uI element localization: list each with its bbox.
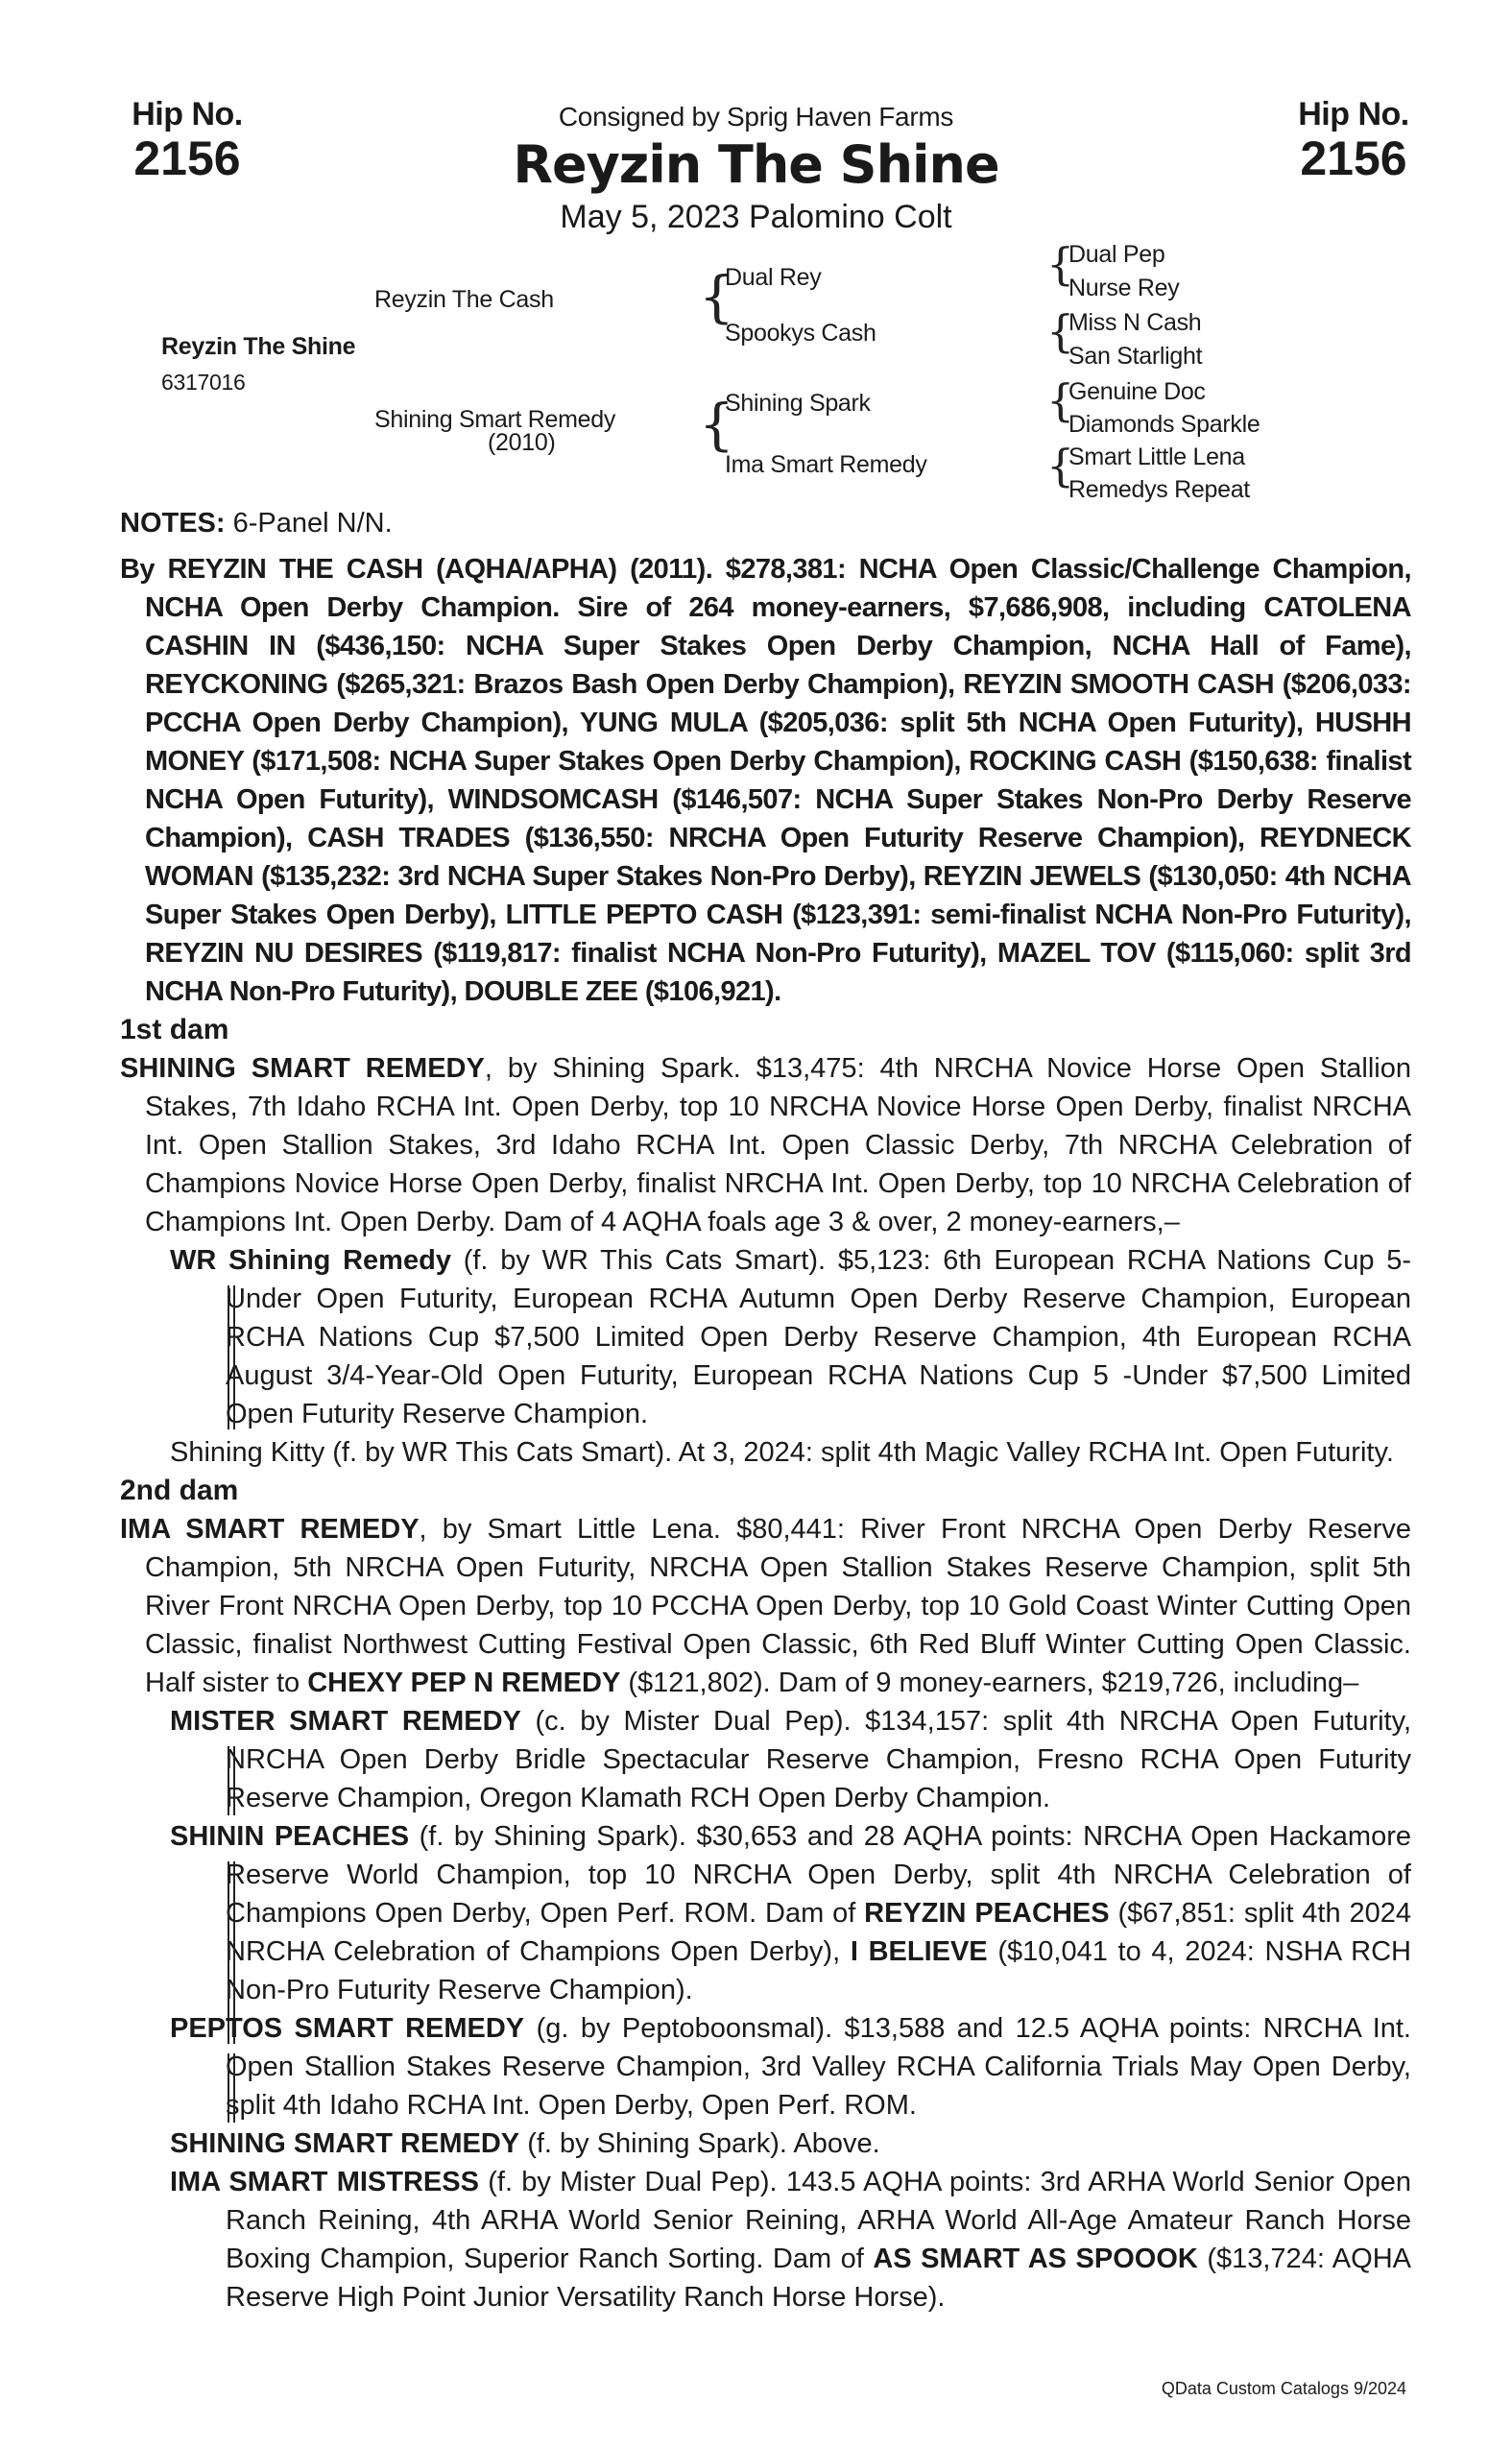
hip-number: 2156: [133, 132, 241, 185]
first-dam-produce-2: [170, 1433, 1411, 1472]
produce-name: IMA SMART MISTRESS: [170, 2167, 479, 2197]
footer-credit: QData Custom Catalogs 9/2024: [1161, 2379, 1406, 2398]
brace-g1: {: [1046, 238, 1075, 290]
grandproduce-text: ($10,041 to 4, 2024: NSHA RCH Non-Pro Futurity Reserve Champion).: [226, 1936, 1411, 2005]
first-dam-produce-1: [170, 1241, 1411, 1433]
produce-name: PEPTOS SMART REMEDY: [170, 2013, 525, 2044]
produce-name: Shining Kitty: [170, 1437, 325, 1468]
second-dam-name: IMA SMART REMEDY: [120, 1514, 420, 1545]
produce-bar: [228, 2053, 235, 2123]
produce-text: (f. by Shining Spark). $30,653 and 28 AQHA points: NRCHA Open Hackamore Reserve World Champion, top 10 NRCHA Open Derby, split 4th NRCHA Celebration of Champions Open Derby, Open Perf. ROM. Dam of: [226, 1821, 1411, 1929]
second-dam-paragraph: [120, 1510, 1411, 1702]
dam-sire: Shining Spark: [725, 390, 871, 417]
brace-g4: {: [1046, 440, 1075, 492]
first-dam-text: , by Shining Spark. $13,475: 4th NRCHA Novice Horse Open Stallion Stakes, 7th Idaho RCHA Int. Open Derby, top 10 NRCHA Novice Horse Open Derby, finalist NRCHA Int. Open Stallion Stakes, 3rd Idaho RCHA Int. Open Classic Derby, 7th NRCHA Celebration of Champions Novice Horse Open Derby, finalist NRCHA Int. Open Derby, top 10 NRCHA Celebration of Champions Int. Open Derby. Dam of 4 AQHA foals age 3 & over, 2 money-earners,–: [145, 1053, 1411, 1237]
notes-text: 6-Panel N/N.: [232, 508, 393, 539]
gg-6: Diamonds Sparkle: [1068, 411, 1260, 438]
notes: [120, 504, 1411, 542]
subject-reg-no: 6317016: [161, 370, 246, 395]
gg-2: Nurse Rey: [1068, 275, 1180, 301]
first-dam-heading: 1st dam: [120, 1014, 229, 1045]
notes-label: NOTES:: [120, 508, 226, 539]
gg-4: San Starlight: [1068, 343, 1203, 370]
birth-info: May 5, 2023 Palomino Colt: [560, 199, 952, 236]
second-dam-produce-4: [170, 2124, 1411, 2163]
produce-name: MISTER SMART REMEDY: [170, 1706, 521, 1737]
hip-label: Hip No.: [132, 96, 243, 132]
second-dam-heading: 2nd dam: [120, 1475, 239, 1506]
catalog-header: [0, 102, 1512, 236]
first-dam-paragraph: [120, 1049, 1411, 1241]
second-dam-produce-5: [170, 2163, 1411, 2316]
subject-name: Reyzin The Shine: [161, 333, 356, 360]
second-dam-produce-3: [170, 2009, 1411, 2124]
produce-bar: [228, 1285, 235, 1429]
first-dam-name: SHINING SMART REMEDY: [120, 1053, 485, 1084]
sire-sire: Dual Rey: [725, 264, 822, 291]
brace-g3: {: [1046, 374, 1075, 426]
sire-info: By REYZIN THE CASH (AQHA/APHA) (2011). $278,381: NCHA Open Classic/Challenge Champion, NCHA Open Derby Champion. Sire of 264 money-earners, $7,686,908, including CATOLENA CASHIN IN ($436,150: NCHA Super Stakes Open Derby Champion, NCHA Hall of Fame), REYCKONING ($265,321: Brazos Bash Open Derby Champion), REYZIN SMOOTH CASH ($206,033: PCCHA Open Derby Champion), YUNG MULA ($205,036: split 5th NCHA Open Futurity), HUSHH MONEY ($171,508: NCHA Super Stakes Open Derby Champion), ROCKING CASH ($150,638: finalist NCHA Open Futurity), WINDSOMCASH ($146,507: NCHA Super Stakes Non-Pro Derby Reserve Champion), CASH TRADES ($136,550: NRCHA Open Futurity Reserve Champion), REYDNECK WOMAN ($135,232: 3rd NCHA Super Stakes Non-Pro Derby), REYZIN JEWELS ($130,050: 4th NCHA Super Stakes Open Derby), LITTLE PEPTO CASH ($123,391: semi-finalist NCHA Non-Pro Futurity), REYZIN NU DESIRES ($119,817: finalist NCHA Non-Pro Futurity), MAZEL TOV ($115,060: split 3rd NCHA Non-Pro Futurity), DOUBLE ZEE ($106,921).: [120, 554, 1411, 1007]
sire-dam: Spookys Cash: [725, 320, 876, 347]
dam-name: Shining Smart Remedy: [374, 406, 616, 433]
produce-name: WR Shining Remedy: [170, 1245, 451, 1276]
brace-sire: {: [699, 264, 734, 329]
gg-1: Dual Pep: [1068, 241, 1165, 268]
produce-text: (f. by Shining Spark). Above.: [519, 2128, 880, 2159]
catalog-body: [120, 504, 1411, 2316]
grandproduce-name: AS SMART AS SPOOOK: [873, 2244, 1198, 2274]
half-sister-name: CHEXY PEP N REMEDY: [307, 1668, 621, 1698]
produce-name: SHINING SMART REMEDY: [170, 2128, 520, 2159]
second-dam-produce-2: [170, 1817, 1411, 2009]
gg-3: Miss N Cash: [1068, 309, 1202, 336]
produce-text: (g. by Peptoboonsmal). $13,588 and 12.5 AQHA points: NRCHA Int. Open Stallion Stakes Reserve Champion, 3rd Valley RCHA California Trials May Open Derby, split 4th Idaho RCHA Int. Open Derby, Open Perf. ROM.: [226, 2013, 1411, 2121]
gg-5: Genuine Doc: [1068, 378, 1206, 405]
produce-name: SHININ PEACHES: [170, 1821, 410, 1852]
produce-text: (f. by WR This Cats Smart). At 3, 2024: split 4th Magic Valley RCHA Int. Open Futurity.: [324, 1437, 1394, 1468]
grandproduce-text: ($13,724: AQHA Reserve High Point Junior Versatility Ranch Horse Horse).: [226, 2244, 1411, 2313]
gg-8: Remedys Repeat: [1068, 476, 1250, 503]
dam-year: (2010): [488, 429, 556, 456]
brace-dam: {: [699, 392, 734, 457]
grandproduce-name: I BELIEVE: [850, 1936, 988, 1967]
brace-g2: {: [1046, 305, 1075, 357]
second-dam-text-a: , by Smart Little Lena. $80,441: River Front NRCHA Open Derby Reserve Champion, 5th NRCHA Open Futurity, NRCHA Open Stallion Stakes Reserve Champion, split 5th River Front NRCHA Open Derby, top 10 PCCHA Open Derby, top 10 Gold Coast Winter Cutting Open Classic, finalist Northwest Cutting Festival Open Classic, 6th Red Bluff Winter Cutting Open Classic. Half sister to: [145, 1514, 1411, 1698]
second-dam-produce-1: [170, 1702, 1411, 1817]
second-dam-text-b: ($121,802). Dam of 9 money-earners, $219,726, including–: [620, 1668, 1359, 1698]
produce-text: (f. by Mister Dual Pep). 143.5 AQHA points: 3rd ARHA World Senior Open Ranch Reining, 4th ARHA World Senior Reining, ARHA World All-Age Amateur Ranch Horse Boxing Champion, Superior Ranch Sorting. Dam of: [226, 2167, 1411, 2274]
horse-name: Reyzin The Shine: [513, 134, 999, 195]
hip-number: 2156: [1300, 132, 1407, 185]
produce-text: (f. by WR This Cats Smart). $5,123: 6th European RCHA Nations Cup 5-Under Open Futurity, European RCHA Autumn Open Derby Reserve Champion, European RCHA Nations Cup $7,500 Limited Open Derby Reserve Champion, 4th European RCHA August 3/4-Year-Old Open Futurity, European RCHA Nations Cup 5 -Under $7,500 Limited Open Futurity Reserve Champion.: [226, 1245, 1411, 1429]
produce-bar: [228, 1746, 235, 1815]
sire-name: Reyzin The Cash: [374, 286, 554, 313]
grandproduce-name: REYZIN PEACHES: [864, 1898, 1110, 1929]
gg-7: Smart Little Lena: [1068, 444, 1245, 470]
produce-text: (c. by Mister Dual Pep). $134,157: split 4th NRCHA Open Futurity, NRCHA Open Derby Bridle Spectacular Reserve Champion, Fresno RCHA Open Futurity Reserve Champion, Oregon Klamath RCH Open Derby Champion.: [226, 1706, 1411, 1813]
grandproduce-text: ($67,851: split 4th 2024 NRCHA Celebration of Champions Open Derby),: [226, 1898, 1411, 1967]
dam-dam: Ima Smart Remedy: [725, 451, 927, 478]
consignor: Consigned by Sprig Haven Farms: [558, 102, 954, 132]
hip-label: Hip No.: [1298, 96, 1409, 132]
